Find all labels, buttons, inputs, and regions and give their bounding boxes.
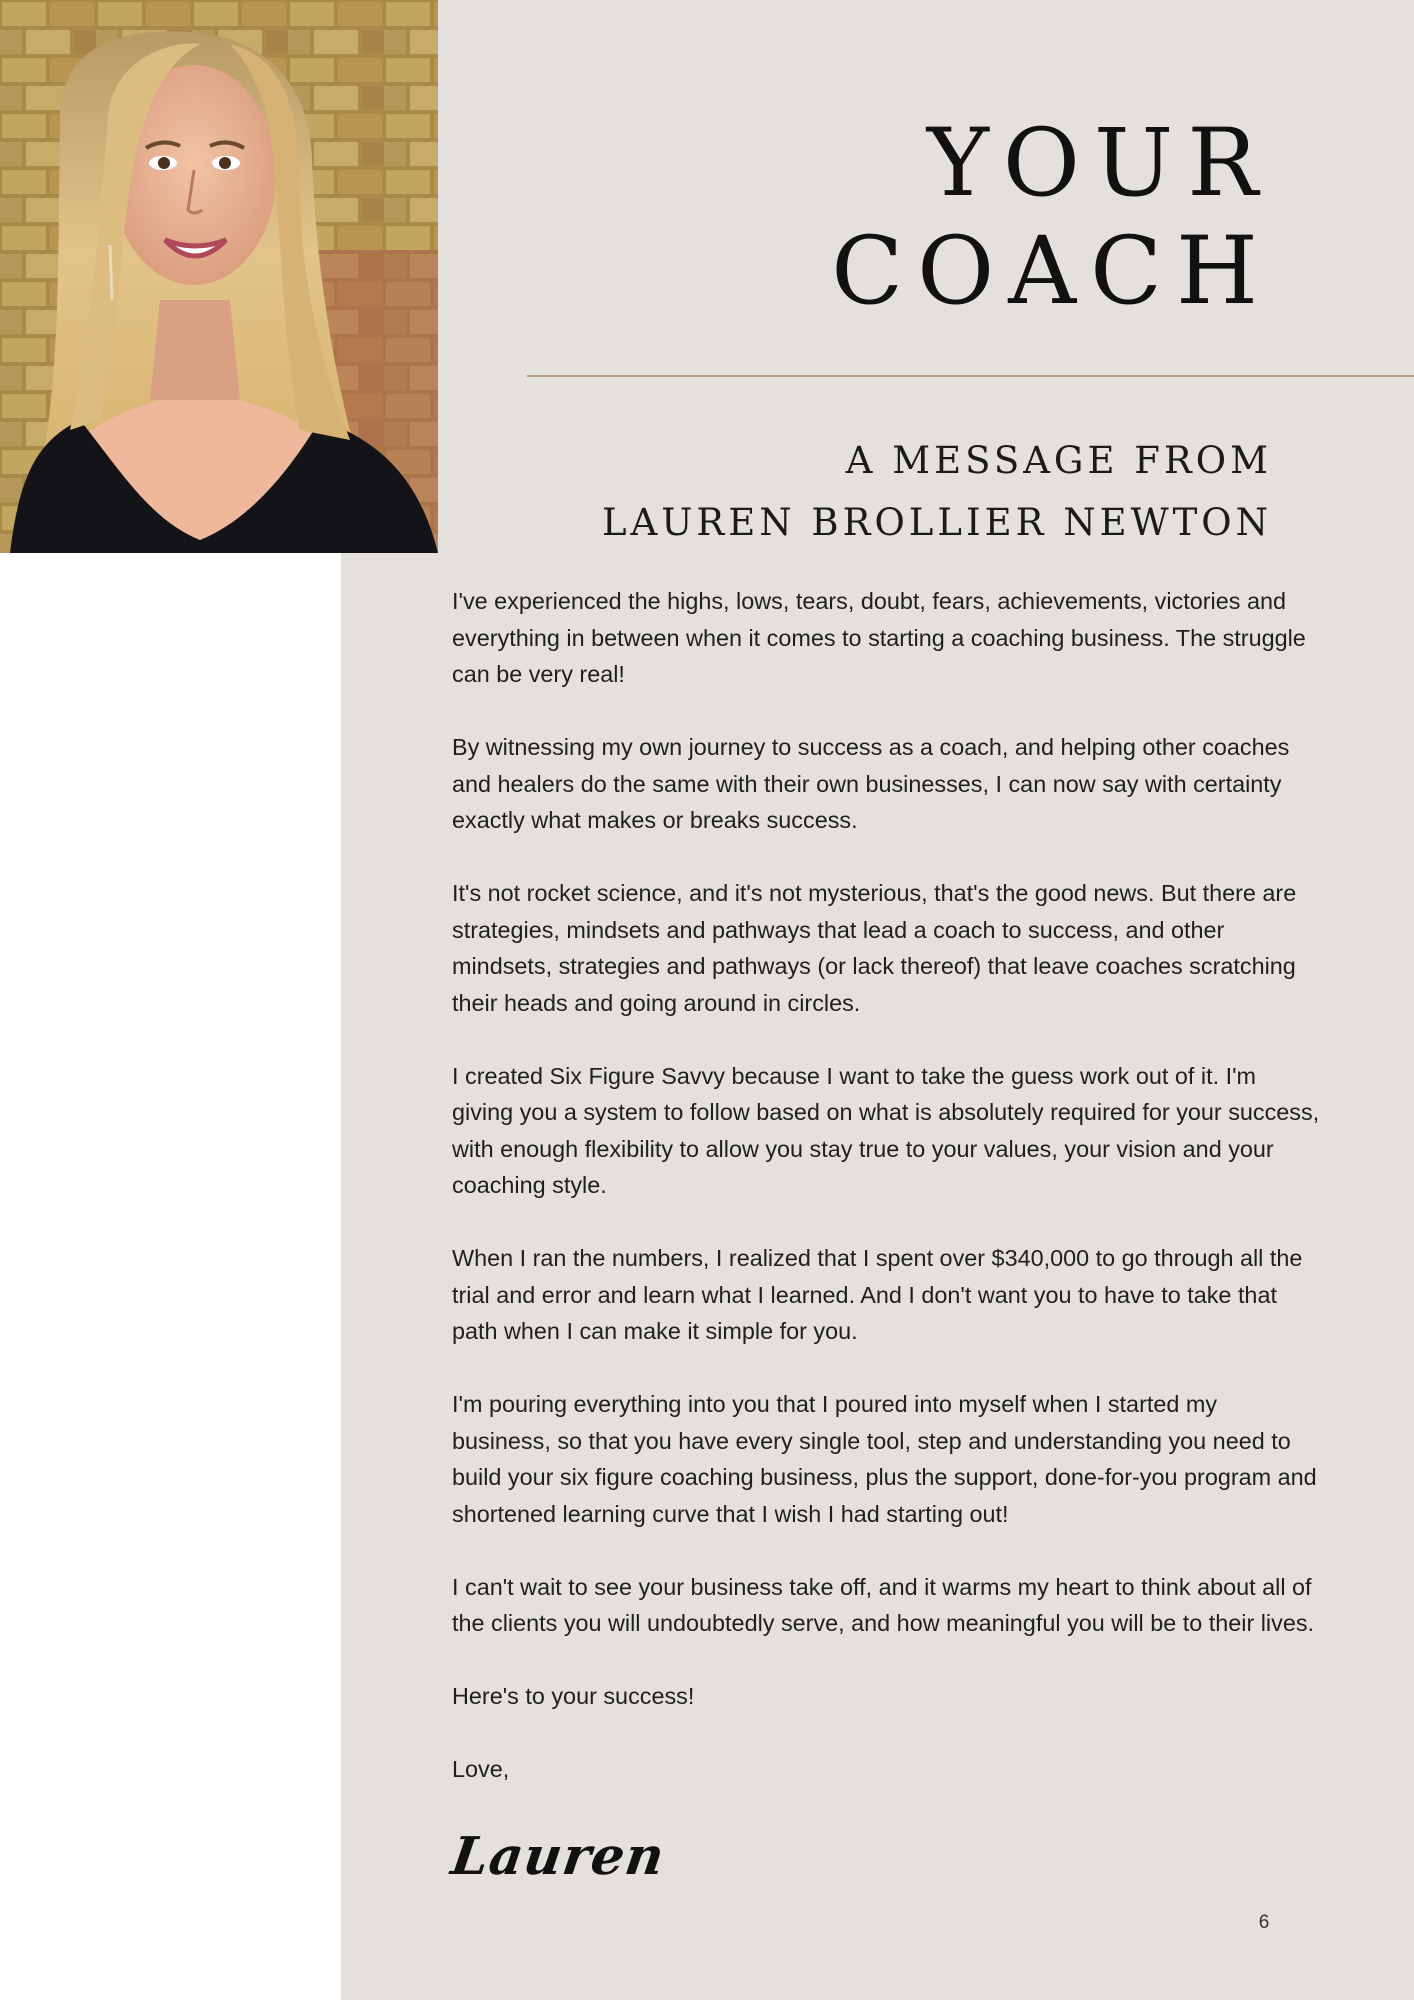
- letter-closing: Love,: [452, 1756, 510, 1782]
- letter-paragraph: I created Six Figure Savvy because I want to take the guess work out of it. I'm giving you a system to follow based on what is absolutely required for your success, with enough flexibility to allow you stay true to your values, your vision and your coaching style.: [452, 1062, 1320, 1198]
- letter-paragraph: I can't wait to see your business take off, and it warms my heart to think about all of the clients you will undoubtedly serve, and how meaningful you will be to their lives.: [452, 1573, 1315, 1636]
- gold-divider: [527, 375, 1414, 377]
- subtitle-line-1: A MESSAGE FROM: [845, 439, 1272, 482]
- page-number: 6: [1258, 1912, 1270, 1933]
- portrait-illustration: [0, 0, 438, 553]
- title-line-1: YOUR: [926, 109, 1272, 218]
- letter-paragraph: By witnessing my own journey to success as a coach, and helping other coaches and healers do the same with their own businesses, I can now say with certainty exactly what makes or breaks success.: [452, 734, 1290, 833]
- coach-portrait-photo: [0, 0, 438, 553]
- letter-body: [452, 583, 1322, 1788]
- letter-paragraph: When I ran the numbers, I realized that I spent over $340,000 to go through all the trial and error and learn what I learned. And I don't want you to have to take that path when I can make it simple for you.: [452, 1245, 1303, 1344]
- signature: Lauren: [447, 1826, 669, 1887]
- title-line-2: COACH: [831, 217, 1272, 326]
- page-title: [560, 110, 1272, 326]
- letter-paragraph: I've experienced the highs, lows, tears, doubt, fears, achievements, victories and everything in between when it comes to starting a coaching business. The struggle can be very real!: [452, 588, 1306, 687]
- letter-paragraph: It's not rocket science, and it's not mysterious, that's the good news. But there are strategies, mindsets and pathways that lead a coach to success, and other mindsets, strategies and pathways (or lack thereof) that leave coaches scratching their heads and going around in circles.: [452, 880, 1297, 1016]
- letter-paragraph: I'm pouring everything into you that I poured into myself when I started my business, so that you have every single tool, step and understanding you need to build your six figure coaching business, plus the support, done-for-you program and shortened learning curve that I wish I had starting out!: [452, 1391, 1317, 1527]
- subtitle-line-2: LAUREN BROLLIER NEWTON: [601, 501, 1272, 544]
- letter-paragraph: Here's to your success!: [452, 1683, 695, 1709]
- message-subtitle: [452, 430, 1272, 554]
